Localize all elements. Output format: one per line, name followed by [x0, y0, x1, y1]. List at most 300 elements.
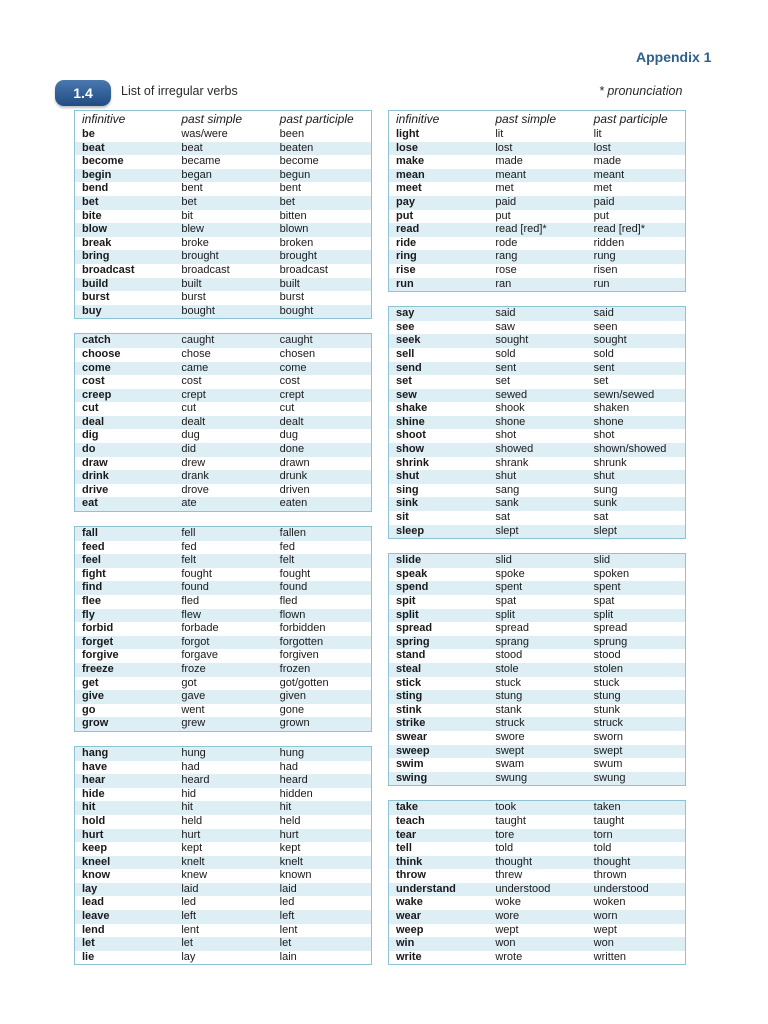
- verb-past-simple: sewed: [495, 388, 528, 401]
- verb-past-simple: spread: [495, 622, 529, 635]
- table-row: [75, 677, 371, 691]
- verb-infinitive: read: [396, 223, 420, 236]
- verb-past-simple: saw: [495, 320, 515, 333]
- table-row: [75, 237, 371, 251]
- verb-past-simple: told: [495, 842, 514, 855]
- verb-infinitive: say: [396, 307, 415, 320]
- table-row: [389, 869, 685, 883]
- verb-table-block: [74, 746, 372, 966]
- verb-infinitive: forgive: [82, 649, 119, 662]
- verb-infinitive: draw: [82, 456, 108, 469]
- verb-past-simple: set: [495, 375, 511, 388]
- verb-infinitive: set: [396, 375, 412, 388]
- table-row: [75, 416, 371, 430]
- verb-past-simple: let: [181, 937, 193, 950]
- verb-past-simple: won: [495, 937, 516, 950]
- verb-past-participle: shown/showed: [593, 443, 667, 456]
- table-row: [75, 910, 371, 924]
- verb-infinitive: fight: [82, 567, 106, 580]
- verb-past-simple: stood: [495, 649, 523, 662]
- verb-past-simple: knelt: [181, 855, 205, 868]
- verb-past-simple: sent: [495, 361, 517, 374]
- verb-past-simple: stole: [495, 662, 519, 675]
- verb-past-simple: led: [181, 896, 197, 909]
- table-row: [75, 883, 371, 897]
- verb-past-participle: brought: [279, 250, 317, 263]
- table-row: [389, 362, 685, 376]
- table-row: [75, 389, 371, 403]
- verb-infinitive: grow: [82, 717, 109, 730]
- verb-past-simple: fled: [181, 595, 200, 607]
- verb-past-simple: lay: [181, 950, 196, 963]
- verb-past-simple: drew: [181, 456, 206, 469]
- verb-infinitive: eat: [82, 497, 98, 510]
- verb-past-participle: lent: [279, 923, 298, 936]
- table-row: [75, 856, 371, 870]
- verb-past-simple: wrote: [495, 950, 523, 963]
- verb-past-participle: heard: [279, 774, 308, 787]
- verb-past-participle: taught: [593, 814, 625, 827]
- table-row: [75, 362, 371, 376]
- verb-past-simple: blew: [181, 223, 204, 236]
- verb-infinitive: fly: [82, 608, 95, 621]
- table-row: [389, 568, 685, 582]
- table-row: [75, 801, 371, 815]
- verb-past-simple: knew: [181, 869, 208, 882]
- verb-past-simple: felt: [181, 554, 197, 567]
- verb-infinitive: speak: [396, 567, 428, 580]
- verb-past-simple: laid: [181, 882, 199, 895]
- table-row: [389, 758, 685, 772]
- verb-past-simple: sat: [495, 511, 511, 524]
- table-row: [389, 731, 685, 745]
- verb-table-block: [388, 110, 686, 292]
- verb-past-simple: hid: [181, 787, 197, 800]
- table-row: [75, 788, 371, 802]
- table-row: [75, 348, 371, 362]
- verb-past-simple: sprang: [495, 635, 529, 648]
- verb-infinitive: stick: [396, 676, 422, 689]
- table-row: [75, 747, 371, 761]
- verb-past-participle: stung: [593, 690, 621, 703]
- verb-past-participle: drawn: [279, 456, 310, 469]
- verb-past-participle: found: [279, 581, 308, 594]
- table-row: [389, 169, 685, 183]
- verb-past-participle: become: [279, 155, 319, 168]
- verb-past-participle: swung: [593, 771, 626, 784]
- verb-past-participle: cost: [279, 375, 300, 388]
- verb-infinitive: swim: [396, 758, 424, 771]
- table-row: [389, 829, 685, 843]
- table-row: [389, 609, 685, 623]
- verb-past-participle: been: [279, 128, 305, 140]
- verb-infinitive: win: [396, 937, 415, 950]
- verb-infinitive: begin: [82, 168, 112, 181]
- verb-past-participle: sought: [593, 334, 627, 347]
- verb-past-simple: broadcast: [181, 263, 230, 276]
- verb-past-participle: struck: [593, 717, 623, 730]
- table-row: [389, 511, 685, 525]
- table-row: [389, 470, 685, 484]
- table-row: [75, 717, 371, 731]
- header-infinitive: infinitive: [396, 112, 440, 126]
- verb-past-participle: led: [279, 896, 295, 909]
- verb-past-participle: bent: [279, 182, 302, 195]
- verb-infinitive: shrink: [396, 456, 430, 469]
- verb-past-simple: bent: [181, 182, 203, 195]
- table-row: [75, 291, 371, 305]
- table-row: [389, 348, 685, 362]
- verb-past-participle: sung: [593, 483, 618, 496]
- verb-infinitive: kneel: [82, 855, 111, 868]
- verb-past-simple: split: [495, 608, 515, 621]
- verb-past-simple: woke: [495, 896, 522, 909]
- table-row: [389, 554, 685, 568]
- table-row: [75, 896, 371, 910]
- verb-infinitive: beat: [82, 141, 105, 154]
- verb-past-simple: rode: [495, 236, 518, 249]
- verb-infinitive: spend: [396, 581, 429, 594]
- verb-past-participle: drunk: [279, 470, 308, 483]
- verb-infinitive: cut: [82, 402, 99, 415]
- verb-past-simple: dealt: [181, 415, 206, 428]
- verb-past-simple: chose: [181, 347, 211, 360]
- verb-infinitive: forbid: [82, 622, 114, 635]
- verb-past-participle: shrunk: [593, 456, 627, 469]
- verb-past-simple: went: [181, 703, 205, 716]
- verb-past-participle: frozen: [279, 662, 311, 675]
- table-row: [389, 484, 685, 498]
- verb-past-participle: had: [279, 760, 299, 773]
- verb-past-simple: shook: [495, 402, 525, 415]
- verb-infinitive: shoot: [396, 429, 426, 442]
- verb-past-simple: thought: [495, 855, 533, 868]
- verb-past-participle: paid: [593, 195, 615, 208]
- verb-past-simple: ate: [181, 497, 197, 510]
- verb-past-participle: ridden: [593, 236, 625, 249]
- table-row: [389, 250, 685, 264]
- verb-past-participle: held: [279, 814, 301, 827]
- table-row: [75, 527, 371, 541]
- appendix-label: Appendix 1: [636, 49, 712, 65]
- verb-infinitive: make: [396, 155, 425, 168]
- verb-infinitive: blow: [82, 223, 108, 236]
- verb-past-participle: torn: [593, 828, 613, 841]
- table-row: [389, 745, 685, 759]
- verb-past-participle: got/gotten: [279, 676, 329, 689]
- table-row: [75, 457, 371, 471]
- table-row: [75, 402, 371, 416]
- verb-past-simple: swore: [495, 730, 525, 743]
- verb-infinitive: go: [82, 703, 96, 716]
- table-row: [389, 443, 685, 457]
- verb-past-simple: was/were: [181, 128, 228, 140]
- verb-infinitive: seek: [396, 334, 421, 347]
- verb-past-participle: lost: [593, 141, 611, 154]
- table-row: [389, 772, 685, 786]
- verb-past-participle: forgotten: [279, 635, 324, 648]
- verb-past-simple: spoke: [495, 567, 525, 580]
- verb-past-participle: shot: [593, 429, 615, 442]
- table-row: [75, 155, 371, 169]
- verb-past-simple: bit: [181, 209, 193, 222]
- verb-infinitive: burst: [82, 291, 110, 304]
- verb-infinitive: tell: [396, 842, 412, 855]
- verb-infinitive: split: [396, 608, 419, 621]
- verb-past-participle: fallen: [279, 527, 306, 540]
- verb-past-simple: rang: [495, 250, 518, 263]
- verb-past-simple: heard: [181, 774, 210, 787]
- verb-past-participle: given: [279, 690, 306, 703]
- verb-infinitive: sink: [396, 497, 419, 510]
- verb-infinitive: sing: [396, 483, 419, 496]
- table-row: [389, 883, 685, 897]
- verb-infinitive: rise: [396, 263, 416, 276]
- table-row: [75, 182, 371, 196]
- verb-past-simple: lent: [181, 923, 200, 936]
- verb-infinitive: forget: [82, 635, 114, 648]
- verb-past-simple: swung: [495, 771, 528, 784]
- verb-past-simple: left: [181, 910, 197, 923]
- verb-past-participle: grown: [279, 717, 310, 730]
- verb-infinitive: spread: [396, 622, 433, 635]
- table-row: [75, 250, 371, 264]
- verb-infinitive: let: [82, 937, 95, 950]
- verb-past-simple: put: [495, 209, 511, 222]
- verb-infinitive: broadcast: [82, 263, 135, 276]
- table-row: [75, 278, 371, 292]
- verb-past-simple: lit: [495, 128, 504, 140]
- verb-past-participle: set: [593, 375, 609, 388]
- verb-past-simple: ran: [495, 277, 512, 290]
- verb-past-participle: worn: [593, 910, 618, 923]
- verb-past-participle: understood: [593, 882, 649, 895]
- table-header: [75, 111, 371, 128]
- verb-infinitive: bite: [82, 209, 102, 222]
- verb-past-simple: began: [181, 168, 212, 181]
- table-row: [389, 402, 685, 416]
- verb-infinitive: hide: [82, 787, 105, 800]
- table-row: [389, 704, 685, 718]
- verb-past-participle: sewn/sewed: [593, 388, 655, 401]
- verb-past-participle: spent: [593, 581, 621, 594]
- verb-infinitive: stand: [396, 649, 426, 662]
- verb-infinitive: show: [396, 443, 425, 456]
- pronunciation-note: * pronunciation: [599, 84, 683, 98]
- verb-past-simple: stuck: [495, 676, 522, 689]
- table-row: [389, 142, 685, 156]
- verb-infinitive: tear: [396, 828, 417, 841]
- verb-infinitive: bring: [82, 250, 110, 263]
- table-row: [389, 429, 685, 443]
- verb-past-participle: shaken: [593, 402, 630, 415]
- verb-past-participle: known: [279, 869, 312, 882]
- table-row: [75, 169, 371, 183]
- verb-past-participle: broadcast: [279, 263, 328, 276]
- verb-past-simple: shrank: [495, 456, 529, 469]
- table-row: [75, 937, 371, 951]
- verb-infinitive: leave: [82, 910, 110, 923]
- verb-infinitive: stink: [396, 703, 422, 716]
- table-row: [389, 182, 685, 196]
- verb-past-participle: bitten: [279, 209, 307, 222]
- section-title: List of irregular verbs: [121, 84, 238, 98]
- table-row: [75, 568, 371, 582]
- verb-past-participle: begun: [279, 168, 311, 181]
- verb-infinitive: hang: [82, 746, 109, 759]
- table-row: [75, 663, 371, 677]
- table-row: [389, 334, 685, 348]
- verb-past-participle: spat: [593, 595, 615, 607]
- table-row: [75, 951, 371, 965]
- table-row: [389, 223, 685, 237]
- verb-past-simple: forgot: [181, 635, 210, 648]
- table-row: [389, 264, 685, 278]
- header-past-participle: past participle: [593, 112, 668, 126]
- verb-infinitive: feel: [82, 554, 101, 567]
- verb-infinitive: ride: [396, 236, 417, 249]
- verb-infinitive: feed: [82, 540, 105, 553]
- verb-past-simple: wept: [495, 923, 519, 936]
- right-column: [388, 110, 686, 979]
- verb-infinitive: write: [396, 950, 422, 963]
- verb-past-participle: sat: [593, 511, 609, 524]
- table-row: [75, 305, 371, 319]
- verb-past-simple: paid: [495, 195, 517, 208]
- verb-infinitive: lend: [82, 923, 105, 936]
- verb-past-simple: stung: [495, 690, 523, 703]
- verb-past-participle: blown: [279, 223, 309, 236]
- header-past-simple: past simple: [181, 112, 243, 126]
- verb-past-simple: had: [181, 760, 200, 773]
- table-row: [389, 128, 685, 142]
- verb-past-simple: made: [495, 155, 523, 168]
- verb-infinitive: understand: [396, 882, 456, 895]
- verb-past-simple: shut: [495, 470, 517, 483]
- verb-table-block: [388, 306, 686, 539]
- verb-infinitive: take: [396, 801, 419, 814]
- verb-infinitive: keep: [82, 842, 108, 855]
- left-column: [74, 110, 372, 979]
- verb-infinitive: build: [82, 277, 109, 290]
- verb-past-simple: showed: [495, 443, 534, 456]
- table-row: [75, 774, 371, 788]
- table-row: [389, 237, 685, 251]
- verb-infinitive: have: [82, 760, 108, 773]
- table-row: [389, 525, 685, 539]
- verb-past-participle: laid: [279, 882, 297, 895]
- table-row: [389, 457, 685, 471]
- verb-infinitive: wake: [396, 896, 423, 909]
- verb-past-simple: meant: [495, 168, 526, 181]
- verb-past-simple: built: [181, 277, 202, 290]
- verb-infinitive: light: [396, 128, 420, 140]
- table-row: [75, 429, 371, 443]
- table-row: [75, 142, 371, 156]
- verb-infinitive: know: [82, 869, 111, 882]
- verb-past-participle: spread: [593, 622, 628, 635]
- verb-infinitive: creep: [82, 388, 112, 401]
- verb-past-participle: burst: [279, 291, 305, 304]
- verb-past-participle: rung: [593, 250, 616, 263]
- verb-infinitive: send: [396, 361, 422, 374]
- verb-infinitive: bend: [82, 182, 109, 195]
- table-row: [75, 815, 371, 829]
- verb-past-participle: driven: [279, 483, 310, 496]
- verb-past-simple: shot: [495, 429, 517, 442]
- verb-past-participle: let: [279, 937, 292, 950]
- verb-past-participle: built: [279, 277, 300, 290]
- table-row: [75, 196, 371, 210]
- table-row: [75, 470, 371, 484]
- verb-past-participle: sworn: [593, 730, 623, 743]
- verb-infinitive: deal: [82, 415, 105, 428]
- verb-past-participle: written: [593, 950, 627, 963]
- verb-past-simple: fed: [181, 540, 197, 553]
- verb-past-simple: fought: [181, 567, 212, 580]
- verb-past-participle: stolen: [593, 662, 624, 675]
- verb-infinitive: give: [82, 690, 105, 703]
- verb-infinitive: do: [82, 443, 96, 456]
- verb-infinitive: steal: [396, 662, 422, 675]
- verb-past-participle: seen: [593, 320, 618, 333]
- verb-past-simple: cost: [181, 375, 202, 388]
- verb-past-participle: fed: [279, 540, 295, 553]
- verb-past-simple: read [red]*: [495, 223, 547, 236]
- verb-past-participle: thrown: [593, 869, 627, 882]
- table-row: [389, 690, 685, 704]
- verb-past-participle: shut: [593, 470, 615, 483]
- table-row: [389, 636, 685, 650]
- verb-past-participle: done: [279, 443, 305, 456]
- table-row: [389, 210, 685, 224]
- table-row: [75, 761, 371, 775]
- table-row: [389, 677, 685, 691]
- verb-infinitive: weep: [396, 923, 424, 936]
- verb-infinitive: catch: [82, 334, 111, 347]
- verb-infinitive: run: [396, 277, 414, 290]
- verb-infinitive: throw: [396, 869, 426, 882]
- table-row: [75, 869, 371, 883]
- table-row: [75, 223, 371, 237]
- verb-past-participle: broken: [279, 236, 314, 249]
- table-row: [75, 609, 371, 623]
- verb-past-participle: swept: [593, 744, 623, 757]
- verb-past-participle: lit: [593, 128, 602, 140]
- table-row: [75, 334, 371, 348]
- verb-past-participle: slept: [593, 524, 617, 537]
- table-row: [389, 937, 685, 951]
- verb-past-participle: thought: [593, 855, 631, 868]
- verb-table-block: [74, 333, 372, 512]
- verb-infinitive: spring: [396, 635, 430, 648]
- verb-infinitive: drive: [82, 483, 109, 496]
- verb-infinitive: find: [82, 581, 103, 594]
- verb-past-simple: hit: [181, 801, 193, 814]
- verb-past-participle: stood: [593, 649, 621, 662]
- verb-infinitive: hold: [82, 814, 106, 827]
- verb-infinitive: sew: [396, 388, 417, 401]
- verb-past-participle: said: [593, 307, 614, 320]
- verb-past-participle: forbidden: [279, 622, 326, 635]
- verb-infinitive: strike: [396, 717, 426, 730]
- verb-past-simple: swam: [495, 758, 525, 771]
- verb-past-simple: slept: [495, 524, 519, 537]
- verb-past-simple: came: [181, 361, 209, 374]
- verb-past-simple: stank: [495, 703, 522, 716]
- verb-infinitive: come: [82, 361, 111, 374]
- verb-infinitive: slide: [396, 554, 422, 567]
